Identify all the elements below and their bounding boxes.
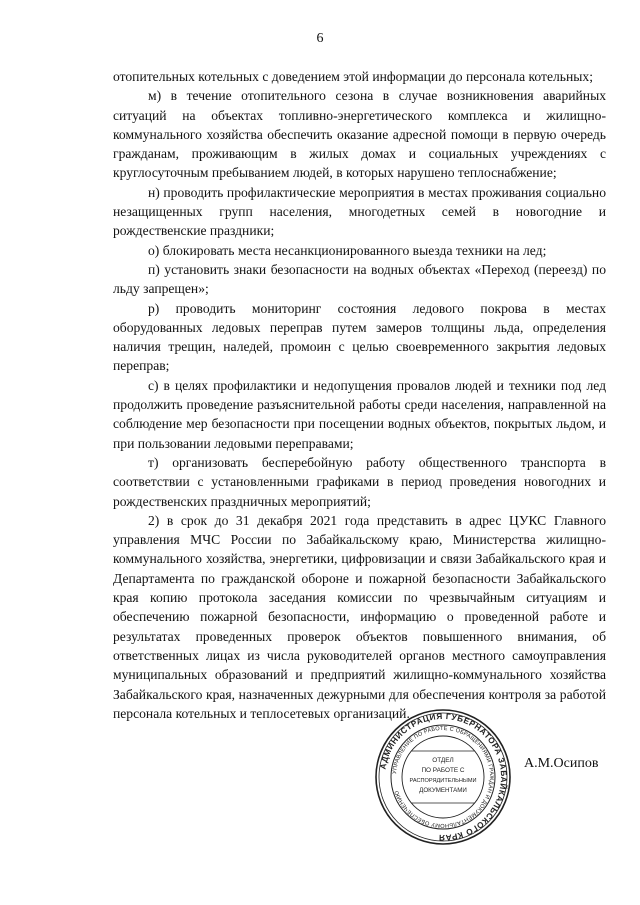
stamp-outer-text: АДМИНИСТРАЦИЯ ГУБЕРНАТОРА ЗАБАЙКАЛЬСКОГО КРАЯ: [378, 711, 509, 843]
paragraph-item-p: п) установить знаки безопасности на водных объектах «Переход (переезд) по льду запрещен»;: [113, 261, 606, 297]
paragraph-item-n: н) проводить профилактические мероприятия в местах проживания социально незащищенных групп населения, многодетных семей в новогодние и рождественские праздники;: [113, 184, 606, 239]
stamp-center-line-2: ПО РАБОТЕ С: [421, 767, 465, 774]
page-number: 6: [316, 31, 324, 46]
official-stamp: [373, 707, 513, 847]
document-body: [113, 67, 606, 723]
paragraph-item-2: 2) в срок до 31 декабря 2021 года представить в адрес ЦУКС Главного управления МЧС России по Забайкальскому краю, Министерства жилищно-коммунального хозяйства, энергетики, цифровизации и связи Забайкальского края и Департамента по гражданской обороне и пожарной безопасности Забайкальского края копию протокола заседания комиссии по чрезвычайным ситуациям и обеспечению пожарной безопасности, информацию о проведенной работе и результатах проведенных проверок объектов повышенного внимания, об ответственных лицах из числа руководителей органов местного самоуправления муниципальных образований и предприятий жилищно-коммунального хозяйства Забайкальского края, назначенных дежурными для обеспечения контроля за работой персонала котельных и теплосетевых организаций.: [113, 512, 606, 721]
stamp-center-line-4: ДОКУМЕНТАМИ: [419, 787, 467, 794]
paragraph-item-r: р) проводить мониторинг состояния ледового покрова в местах оборудованных ледовых переправ путем замеров толщины льда, определения наличия трещин, наледей, промоин с целью своевременного закрытия ледовых переправ;: [113, 300, 606, 374]
paragraph-item-m: м) в течение отопительного сезона в случае возникновения аварийных ситуаций на объектах топливно-энергетического комплекса и жилищно-коммунального хозяйства обеспечить оказание адресной помощи в первую очередь гражданам, проживающим в жилых домах и социальных учреждениях с круглосуточным пребыванием людей, в которых нарушено теплоснабжение;: [113, 88, 606, 181]
svg-text:УПРАВЛЕНИЕ ПО РАБОТЕ С ОБРАЩЕН: [392, 726, 494, 828]
stamp-center-line-3: РАСПОРЯДИТЕЛЬНЫМИ: [409, 778, 477, 784]
paragraph-item-t: т) организовать бесперебойную работу общественного транспорта в соответствии с установленными графиками в период проведения новогодних и рождественских праздничных мероприятий;: [113, 454, 606, 509]
stamp-inner-text: УПРАВЛЕНИЕ ПО РАБОТЕ С ОБРАЩЕНИЯМИ ГРАЖДАН И ДОКУМЕНТАЛЬНОМУ ОБЕСПЕЧЕНИЮ: [392, 725, 495, 829]
paragraph-item-s: с) в целях профилактики и недопущения провалов людей и техники под лед продолжить проведение разъяснительной работы среди населения, направленной на соблюдение мер безопасности при посещении водных объектов, покрытых льдом, и при пользовании ледовыми переправами;: [113, 377, 606, 451]
stamp-center-line-1: ОТДЕЛ: [432, 757, 454, 764]
signatory-name: А.М.Осипов: [524, 756, 599, 771]
stamp-seal-icon: [373, 707, 513, 847]
paragraph-continuation: отопительных котельных с доведением этой информации до персонала котельных;: [113, 69, 593, 84]
paragraph-item-o: о) блокировать места несанкционированного выезда техники на лед;: [148, 242, 547, 258]
